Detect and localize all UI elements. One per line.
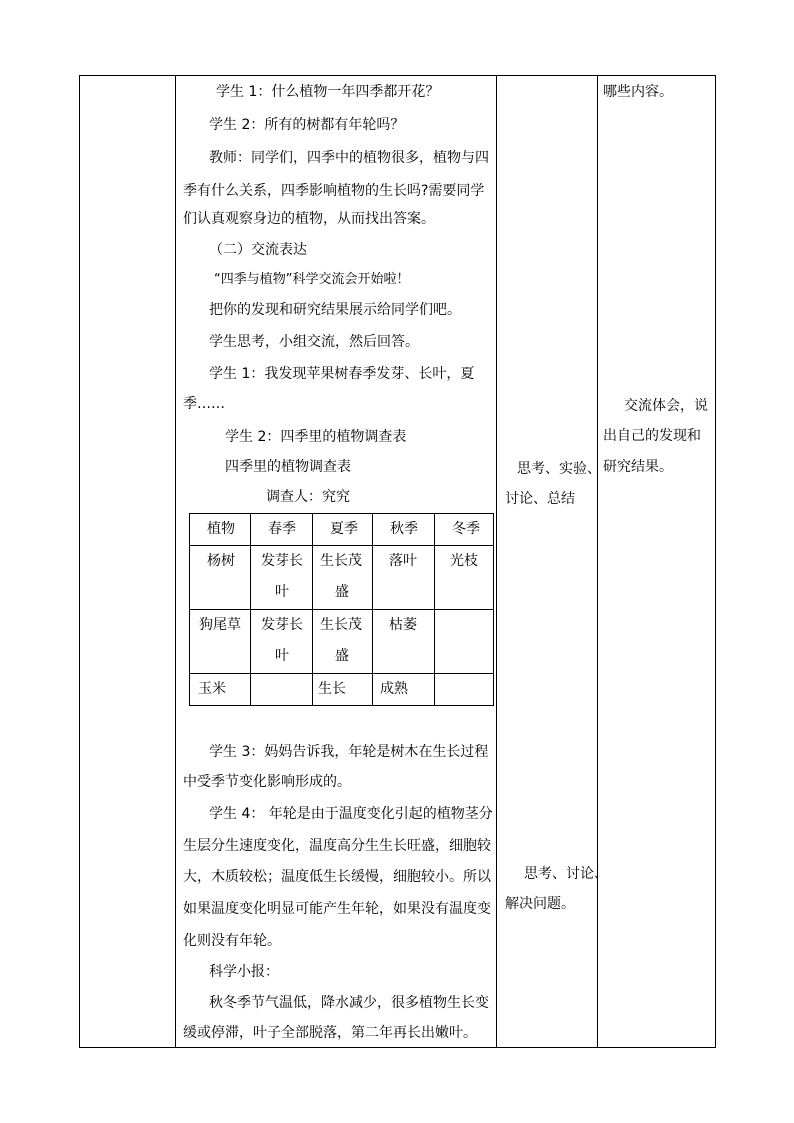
table-left-border [79, 75, 80, 1048]
column-divider-1 [175, 75, 176, 1048]
column-divider-2 [496, 75, 497, 1048]
table-cell [251, 674, 313, 706]
table-cell [435, 674, 494, 706]
student4-answer-line4: 如果温度变化明显可能产生年轮，如果没有温度变 [183, 901, 491, 917]
header-winter: 冬季 [435, 514, 494, 546]
table-cell: 生长 [313, 674, 373, 706]
table-cell: 发芽长 叶 [251, 610, 313, 674]
student3-answer-line1: 学生 3：妈妈告诉我，年轮是树木在生长过程 [209, 744, 489, 760]
section-heading-exchange: （二）交流表达 [209, 242, 307, 258]
header-summer: 夏季 [313, 514, 373, 546]
header-autumn: 秋季 [373, 514, 435, 546]
table-row [190, 546, 494, 610]
table-cell: 生长茂 盛 [313, 546, 373, 610]
science-bulletin-line2: 缓或停滞，叶子全部脱落，第二年再长出嫩叶。 [183, 1025, 477, 1041]
science-bulletin-line1: 秋冬季节气温低，降水减少，很多植物生长变 [209, 995, 489, 1011]
teacher-paragraph-line1: 教师：同学们，四季中的植物很多，植物与四 [209, 150, 489, 166]
column-divider-3 [597, 75, 598, 1048]
table-row [190, 610, 494, 674]
student1-question: 学生 1：什么植物一年四季都开花？ [216, 84, 440, 100]
exchange-intro: “四季与植物”科学交流会开始啦！ [214, 272, 410, 287]
survey-table [189, 513, 494, 706]
student4-answer-line2: 生层分生速度变化，温度高分生生长旺盛，细胞较 [183, 838, 491, 854]
table-cell: 成熟 [373, 674, 435, 706]
table-cell: 发芽长 叶 [251, 546, 313, 610]
table-cell: 落叶 [373, 546, 435, 610]
activity-note-1-line1: 思考、实验、 [517, 461, 601, 477]
design-intent-line1: 交流体会，说 [624, 398, 708, 414]
table-row [190, 674, 494, 706]
teacher-paragraph-line2: 季有什么关系，四季影响植物的生长吗?需要同学 [183, 183, 485, 199]
design-intent-line2: 出自己的发现和 [603, 428, 701, 444]
student1-answer-line2: 季…… [183, 396, 225, 412]
student-activity: 学生思考，小组交流，然后回答。 [209, 334, 419, 350]
student1-answer-line1: 学生 1：我发现苹果树春季发芽、长叶，夏 [209, 366, 475, 382]
table-cell: 狗尾草 [190, 610, 251, 674]
table-cell [435, 610, 494, 674]
survey-table-title: 四季里的植物调查表 [225, 459, 351, 475]
activity-note-2-line1: 思考、讨论、 [524, 866, 608, 882]
student2-question: 学生 2：所有的树都有年轮吗？ [209, 117, 405, 133]
teacher-paragraph-line3: 们认真观察身边的植物，从而找出答案。 [183, 211, 435, 227]
student3-answer-line2: 中受季节变化影响形成的。 [183, 774, 351, 790]
design-intent-top: 哪些内容。 [603, 84, 673, 100]
table-cell: 生长茂 盛 [313, 610, 373, 674]
header-plant: 植物 [190, 514, 251, 546]
science-bulletin-heading: 科学小报： [209, 964, 279, 980]
table-right-border [715, 75, 716, 1048]
student4-answer-line5: 化则没有年轮。 [183, 933, 281, 949]
activity-note-2-line2: 解决问题。 [505, 896, 575, 912]
table-cell: 光枝 [435, 546, 494, 610]
table-cell: 枯萎 [373, 610, 435, 674]
table-cell: 杨树 [190, 546, 251, 610]
design-intent-line3: 研究结果。 [603, 459, 673, 475]
activity-note-1-line2: 讨论、总结 [505, 491, 575, 507]
student4-answer-line1: 学生 4： 年轮是由于温度变化引起的植物茎分 [209, 806, 493, 822]
header-spring: 春季 [251, 514, 313, 546]
survey-investigator: 调查人：究究 [266, 489, 350, 505]
student4-answer-line3: 大，木质较松；温度低生长缓慢，细胞较小。所以 [183, 869, 491, 885]
student2-answer: 学生 2：四季里的植物调查表 [225, 429, 407, 445]
exchange-instruction: 把你的发现和研究结果展示给同学们吧。 [209, 302, 461, 318]
table-cell: 玉米 [190, 674, 251, 706]
